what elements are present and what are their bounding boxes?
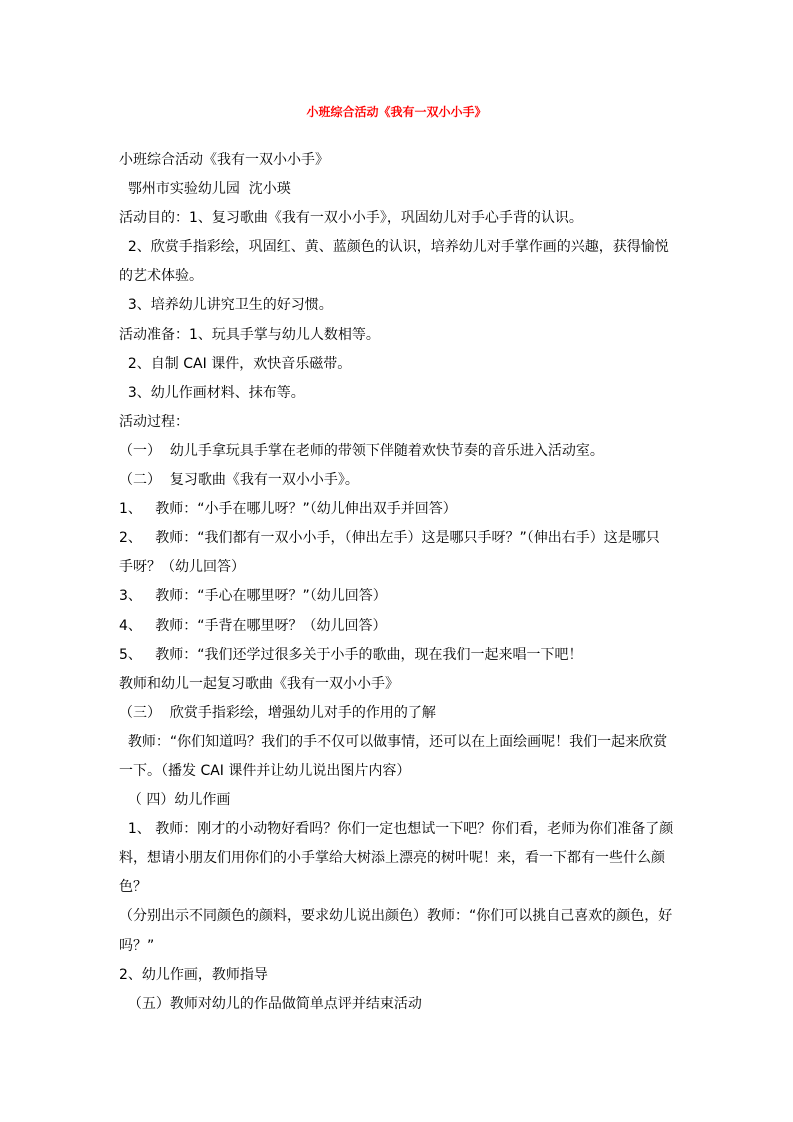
body-line: （ 四）幼儿作画 — [119, 792, 231, 809]
body-line: （五）教师对幼儿的作品做简单点评并结束活动 — [119, 995, 422, 1012]
body-line: 1、 教师：“小手在哪儿呀？”（幼儿伸出双手并回答） — [119, 501, 457, 518]
body-line: 鄂州市实验幼儿园 沈小瑛 — [119, 181, 291, 198]
body-line: （三） 欣赏手指彩绘，增强幼儿对手的作用的了解 — [119, 704, 436, 721]
body-line: 一下。（播发 CAI 课件并让幼儿说出图片内容） — [119, 762, 411, 779]
body-line: 活动准备：1、玩具手掌与幼儿人数相等。 — [119, 326, 380, 343]
body-line: 2、 教师：“我们都有一双小小手，（伸出左手）这是哪只手呀？”（伸出右手）这是哪只 — [119, 530, 660, 547]
body-line: 教师和幼儿一起复习歌曲《我有一双小小手》 — [119, 675, 399, 692]
body-line: 2、欣赏手指彩绘，巩固红、黄、蓝颜色的认识，培养幼儿对手掌作画的兴趣，获得愉悦 — [119, 239, 669, 256]
body-line: 手呀？（幼儿回答） — [119, 559, 245, 576]
body-line: 的艺术体验。 — [119, 268, 203, 285]
body-line: 活动过程： — [119, 413, 189, 430]
body-line: （分别出示不同颜色的颜料，要求幼儿说出颜色）教师：“你们可以挑自己喜欢的颜色，好 — [119, 908, 673, 925]
body-line: 教师：“你们知道吗？我们的手不仅可以做事情，还可以在上面绘画呢！我们一起来欣赏 — [119, 733, 668, 750]
body-line: 5、 教师：“我们还学过很多关于小手的歌曲，现在我们一起来唱一下吧！ — [119, 646, 583, 663]
body-line: 料，想请小朋友们用你们的小手掌给大树添上漂亮的树叶呢！来，看一下都有一些什么颜 — [119, 850, 665, 867]
body-line: 1、 教师：刚才的小动物好看吗？你们一定也想试一下吧？你们看，老师为你们准备了颜 — [119, 821, 674, 838]
body-line: 4、 教师：“手背在哪里呀？（幼儿回答） — [119, 617, 387, 634]
document-title: 小班综合活动《我有一双小小手》 — [306, 105, 487, 119]
body-line: （二） 复习歌曲《我有一双小小手》。 — [119, 472, 359, 489]
body-line: 2、自制 CAI 课件，欢快音乐磁带。 — [119, 355, 352, 372]
body-line: 色？ — [119, 879, 147, 896]
body-line: 吗？” — [119, 937, 155, 954]
body-line: 2、幼儿作画，教师指导 — [119, 966, 268, 983]
document-body — [119, 146, 679, 1019]
body-line: 3、 教师：“手心在哪里呀？”（幼儿回答） — [119, 588, 387, 605]
body-line: 小班综合活动《我有一双小小手》 — [119, 152, 329, 168]
body-line: 3、幼儿作画材料、抹布等。 — [119, 384, 305, 401]
body-line: （一） 幼儿手拿玩具手掌在老师的带领下伴随着欢快节奏的音乐进入活动室。 — [119, 442, 604, 459]
body-line: 活动目的：1、复习歌曲《我有一双小小手》，巩固幼儿对手心手背的认识。 — [119, 210, 583, 227]
body-line: 3、培养幼儿讲究卫生的好习惯。 — [119, 297, 333, 314]
